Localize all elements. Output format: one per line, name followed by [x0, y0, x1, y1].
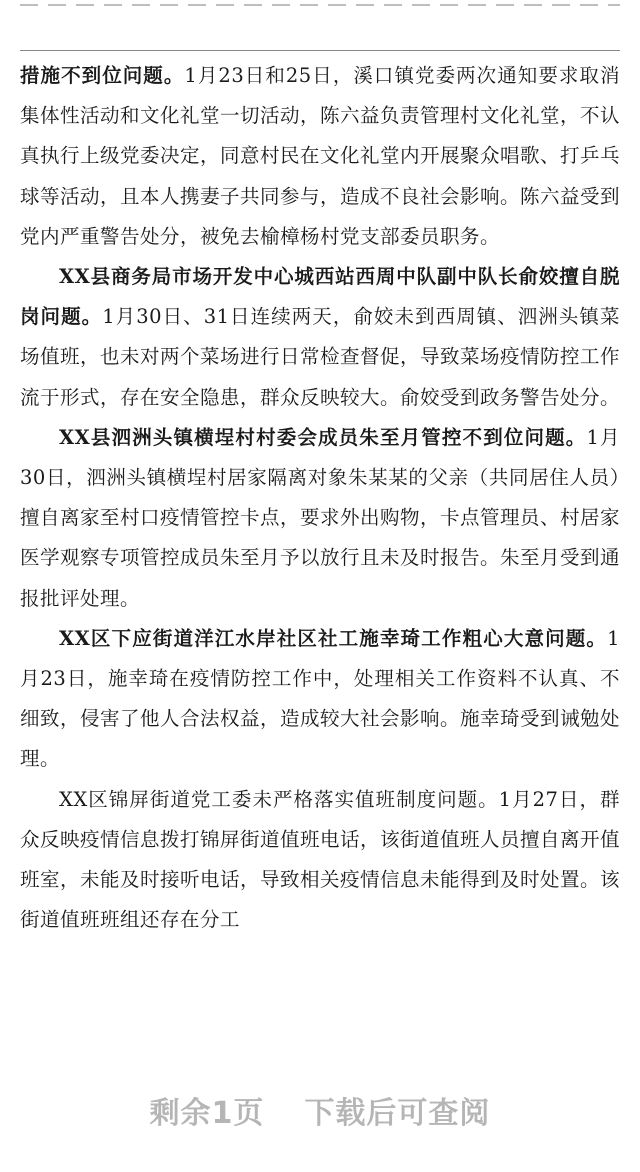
paragraph-2	[20, 257, 620, 418]
paragraph-3-text: 1月30日，泗洲头镇横埕村居家隔离对象朱某某的父亲（共同居住人员）擅自离家至村口疫情管控卡点，要求外出购物，卡点管理员、村居家医学观察专项管控成员朱至月予以放行且未及时报告。朱至月受到通报批评处理。	[20, 425, 621, 610]
paragraph-5	[20, 780, 620, 941]
paragraph-3-heading: XX县泗洲头镇横埕村村委会成员朱至月管控不到位问题。	[59, 425, 587, 449]
paragraph-2-heading: XX县商务局市场开发中心城西站西周中队副中队长俞姣擅自脱岗问题。	[20, 265, 620, 329]
header-divider	[20, 50, 620, 51]
clipped-previous-line	[20, 0, 620, 8]
paragraph-4-heading: XX区下应街道洋江水岸社区社工施幸琦工作粗心大意问题。	[59, 626, 608, 650]
download-banner[interactable]	[0, 1085, 640, 1135]
paragraph-1-heading: 措施不到位问题。	[20, 64, 185, 87]
paragraph-4-text: 1月23日，施幸琦在疫情防控工作中，处理相关工作资料不认真、不细致，侵害了他人合法权益，造成较大社会影响。施幸琦受到诫勉处理。	[20, 626, 621, 771]
paragraph-3	[20, 418, 620, 619]
download-to-view-label[interactable]: 下载后可查阅	[304, 1096, 491, 1131]
remaining-pages-label[interactable]: 剩余1页	[149, 1096, 265, 1131]
document-body	[20, 56, 620, 940]
paragraph-5-text: XX区锦屏街道党工委未严格落实值班制度问题。1月27日，群众反映疫情信息拨打锦屏街道值班电话，该街道值班人员擅自离开值班室，未能及时接听电话，导致相关疫情信息未能得到及时处置。该街道值班班组还存在分工	[20, 787, 621, 932]
paragraph-1-text: 1月23日和25日，溪口镇党委两次通知要求取消集体性活动和文化礼堂一切活动，陈六益负责管理村文化礼堂，不认真执行上级党委决定，同意村民在文化礼堂内开展聚众唱歌、打乒乓球等活动，且本人携妻子共同参与，造成不良社会影响。陈六益受到党内严重警告处分，被免去榆樟杨村党支部委员职务。	[20, 64, 621, 248]
paragraph-2-text: 1月30日、31日连续两天，俞姣未到西周镇、泗洲头镇菜场值班，也未对两个菜场进行日常检查督促，导致菜场疫情防控工作流于形式，存在安全隐患，群众反映较大。俞姣受到政务警告处分。	[20, 305, 621, 409]
paragraph-1	[20, 56, 620, 257]
paragraph-4	[20, 619, 620, 780]
